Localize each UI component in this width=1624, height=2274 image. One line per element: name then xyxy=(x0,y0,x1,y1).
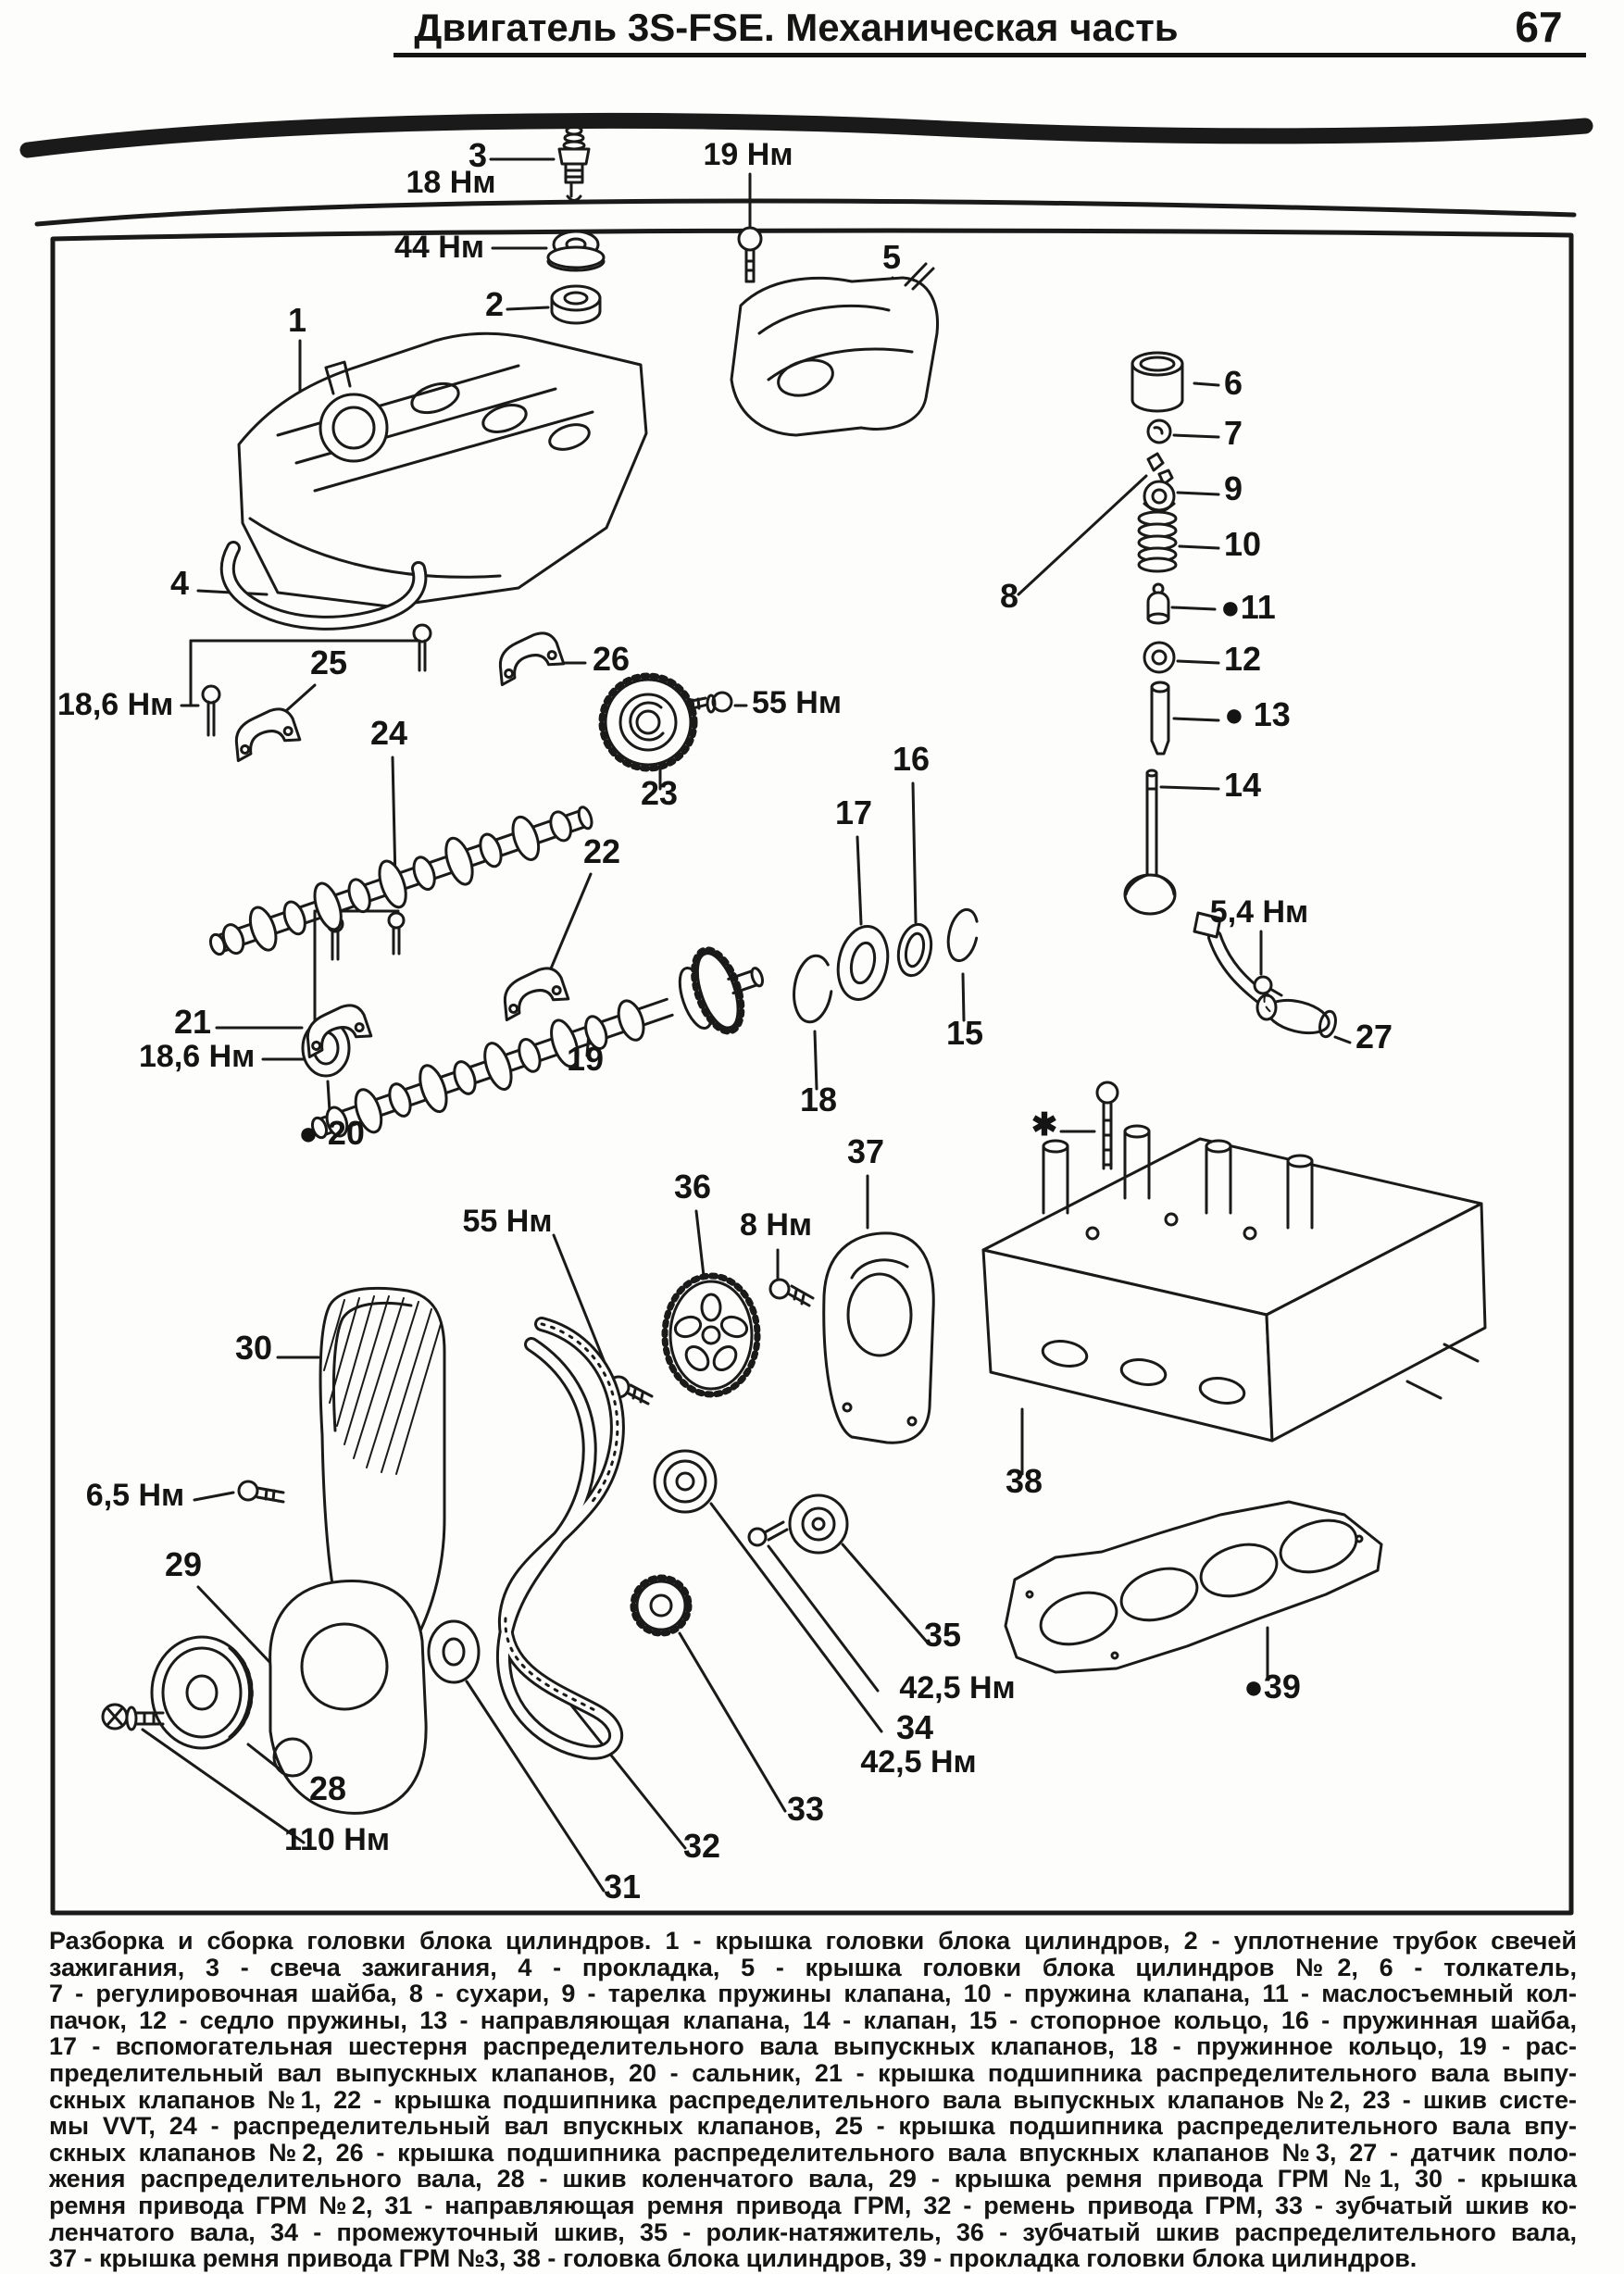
part-label-2: 2 xyxy=(484,285,505,323)
part-label-24: 24 xyxy=(369,714,408,752)
bearing-cap-26-drawing xyxy=(493,630,566,685)
caption-line: ленчатого вала, 34 - промежуточный шкив, 35 - ролик-натяжитель, 36 - зубчатый шкив распределительного вала, xyxy=(49,2218,1577,2246)
idler-pulley-34-drawing xyxy=(655,1451,716,1512)
part-label-18: 18 xyxy=(799,1081,838,1118)
vvt-pulley-23-drawing xyxy=(602,676,694,768)
part-label-19: 19 xyxy=(566,1040,605,1078)
bolt-42-5nm-drawing xyxy=(749,1522,787,1545)
spark-plug-drawing xyxy=(559,117,589,201)
part-label-20: ● 20 xyxy=(298,1114,365,1152)
part-label-23: 23 xyxy=(640,774,679,812)
tappet-6-drawing xyxy=(1132,353,1182,411)
intake-camshaft-24-drawing xyxy=(204,793,598,969)
torque-label-44nm: 44 Нм xyxy=(394,230,484,265)
part-label-16: 16 xyxy=(892,740,931,778)
caption-line: жения распределительного вала, 28 - шкив коленчатого вала, 29 - крышка ремня привода ГРМ №1, 30 - крышка xyxy=(49,2165,1577,2193)
aux-gear-ring-17-drawing xyxy=(831,921,893,1004)
part-label-21: 21 xyxy=(173,1003,212,1041)
bearing-cap-22-drawing xyxy=(497,965,570,1020)
part-label-8: 8 xyxy=(999,577,1019,615)
part-label-37: 37 xyxy=(846,1132,885,1170)
part-label-28: 28 xyxy=(308,1769,347,1807)
caption-line: 17 - вспомогательная шестерня распределительного вала выпускных клапанов, 18 - пружинное кольцо, 19 - рас- xyxy=(49,2032,1577,2061)
caption-line: Разборка и сборка головки блока цилиндров. 1 - крышка головки блока цилиндров, 2 - уплотнение трубок свечей xyxy=(49,1927,1577,1955)
part-label-31: 31 xyxy=(603,1868,642,1905)
valve-guide-13-drawing xyxy=(1152,682,1168,754)
part-label-4: 4 xyxy=(169,564,190,602)
head-gasket-39-drawing xyxy=(1006,1502,1381,1672)
valve-keepers-8-drawing xyxy=(1148,454,1172,484)
belt-cover-1-29-drawing xyxy=(270,1581,426,1814)
head-cover-2-drawing xyxy=(731,264,938,435)
part-label-29: 29 xyxy=(164,1545,203,1583)
torque-label-18nm: 18 Нм xyxy=(406,165,496,200)
part-label-25: 25 xyxy=(309,643,348,681)
figure-caption xyxy=(49,1928,1577,2272)
snap-ring-15-drawing xyxy=(944,906,982,963)
part-label-15: 15 xyxy=(945,1014,984,1052)
plug-tube-seal-2-drawing xyxy=(552,286,600,323)
part-label-9: 9 xyxy=(1224,469,1243,507)
torque-label-8nm: 8 Нм xyxy=(739,1207,813,1243)
timing-belt-32-drawing xyxy=(504,1324,618,1753)
part-label-33: 33 xyxy=(786,1790,825,1828)
caption-line: пределительный вал выпускных клапанов, 20 - сальник, 21 - крышка подшипника распределительного вала выпу- xyxy=(49,2058,1577,2087)
part-label-6: 6 xyxy=(1224,364,1243,402)
torque-label-42-5nm-a: 42,5 Нм xyxy=(899,1670,1016,1706)
part-label-7: 7 xyxy=(1224,414,1243,452)
valve-spring-10-drawing xyxy=(1139,512,1176,571)
part-label-26: 26 xyxy=(593,640,631,678)
part-label-30: 30 xyxy=(234,1329,273,1367)
belt-cover-3-37-drawing xyxy=(824,1233,933,1443)
bolt-6-5nm-drawing xyxy=(239,1481,283,1502)
bearing-cap-25-drawing xyxy=(229,706,302,761)
caption-line: мы VVT, 24 - распределительный вал впускных клапанов, 25 - крышка подшипника распределительного вала впу- xyxy=(49,2112,1577,2141)
cam-sensor-27-drawing xyxy=(1194,913,1338,1039)
scan-rules xyxy=(28,120,1585,224)
part-label-12: 12 xyxy=(1224,640,1262,678)
torque-label-18-6nm-lower: 18,6 Нм xyxy=(139,1039,256,1074)
part-label-34: 34 xyxy=(895,1708,934,1746)
bolt-8nm-drawing xyxy=(770,1280,813,1306)
torque-label-6-5nm: 6,5 Нм xyxy=(85,1478,185,1513)
bolt-55nm-cam-drawing xyxy=(687,693,731,712)
valve-14-drawing xyxy=(1125,770,1175,914)
crank-timing-gear-33-drawing xyxy=(633,1578,689,1633)
crank-pulley-28-drawing xyxy=(152,1637,253,1748)
part-label-14: 14 xyxy=(1224,766,1262,804)
part-label-27: 27 xyxy=(1355,1018,1393,1056)
page-title: Двигатель 3S-FSE. Механическая часть xyxy=(414,6,1179,49)
spring-retainer-9-drawing xyxy=(1144,481,1174,511)
torque-label-110nm: 110 Нм xyxy=(283,1822,391,1857)
part-label-39: ●39 xyxy=(1243,1668,1301,1706)
caption-line: 7 - регулировочная шайба, 8 - сухари, 9 - тарелка пружины клапана, 10 - пружина клапана, 11 - маслосъемный кол- xyxy=(49,1980,1577,2008)
cylinder-head-38-drawing xyxy=(983,1126,1485,1441)
tensioner-roller-35-drawing xyxy=(790,1495,847,1553)
part-label-13: ● 13 xyxy=(1224,695,1291,733)
cam-timing-gear-36-drawing xyxy=(665,1276,757,1394)
part-label-36: 36 xyxy=(673,1168,712,1206)
part-label-11: ●11 xyxy=(1220,588,1276,626)
part-label-22: 22 xyxy=(582,832,621,870)
washer-seal-44-drawing xyxy=(548,231,604,270)
page-number: 67 xyxy=(1515,3,1563,51)
torque-label-18-6nm-upper: 18,6 Нм xyxy=(57,687,174,722)
torque-label-5-4nm: 5,4 Нм xyxy=(1209,894,1309,930)
caption-line: пачок, 12 - седло пружины, 13 - направляющая клапана, 14 - клапан, 15 - стопорное кольцо, 16 - пружинная шайба, xyxy=(49,2005,1577,2034)
part-label-3: 3 xyxy=(468,136,488,174)
caption-line: скных клапанов №1, 22 - крышка подшипника распределительного вала выпускных клапанов №2, 23 - шкив систе- xyxy=(49,2085,1577,2114)
part-label-5: 5 xyxy=(881,238,902,276)
part-label-38: 38 xyxy=(1005,1462,1043,1500)
torque-label-42-5nm-b: 42,5 Нм xyxy=(860,1744,977,1780)
caption-line: ремня привода ГРМ №2, 31 - направляющая ремня привода ГРМ, 32 - ремень привода ГРМ, 33 - зубчатый шкив ко- xyxy=(49,2191,1577,2219)
spring-ring-18-drawing xyxy=(790,954,836,1025)
part-label-1: 1 xyxy=(287,301,307,339)
caption-line: зажигания, 3 - свеча зажигания, 4 - прокладка, 5 - крышка головки блока цилиндров №2, 6 - толкатель, xyxy=(49,1953,1577,1981)
torque-label-19nm: 19 Нм xyxy=(703,137,793,172)
part-label-35: 35 xyxy=(923,1616,962,1654)
adjusting-shim-7-drawing xyxy=(1148,420,1170,443)
oil-seal-cap-11-drawing xyxy=(1148,584,1168,623)
part-label-32: 32 xyxy=(682,1827,721,1865)
spring-seat-12-drawing xyxy=(1144,643,1174,672)
bolt-19nm-drawing xyxy=(739,228,761,281)
wave-washer-16-drawing xyxy=(894,921,936,979)
part-label-17: 17 xyxy=(834,793,873,831)
sealant-star-mark: ✱ xyxy=(1031,1107,1058,1143)
belt-guide-31-drawing xyxy=(429,1621,479,1682)
caption-line: скных клапанов №2, 26 - крышка подшипника распределительного вала впускных клапанов №3, 27 - датчик поло- xyxy=(49,2138,1577,2167)
part-label-10: 10 xyxy=(1224,525,1262,563)
caption-line: 37 - крышка ремня привода ГРМ №3, 38 - головка блока цилиндров, 39 - прокладка головки блока цилиндров. xyxy=(49,2244,1418,2273)
torque-label-55nm-cam: 55 Нм xyxy=(752,685,842,720)
torque-label-55nm-tensioner: 55 Нм xyxy=(462,1204,553,1239)
